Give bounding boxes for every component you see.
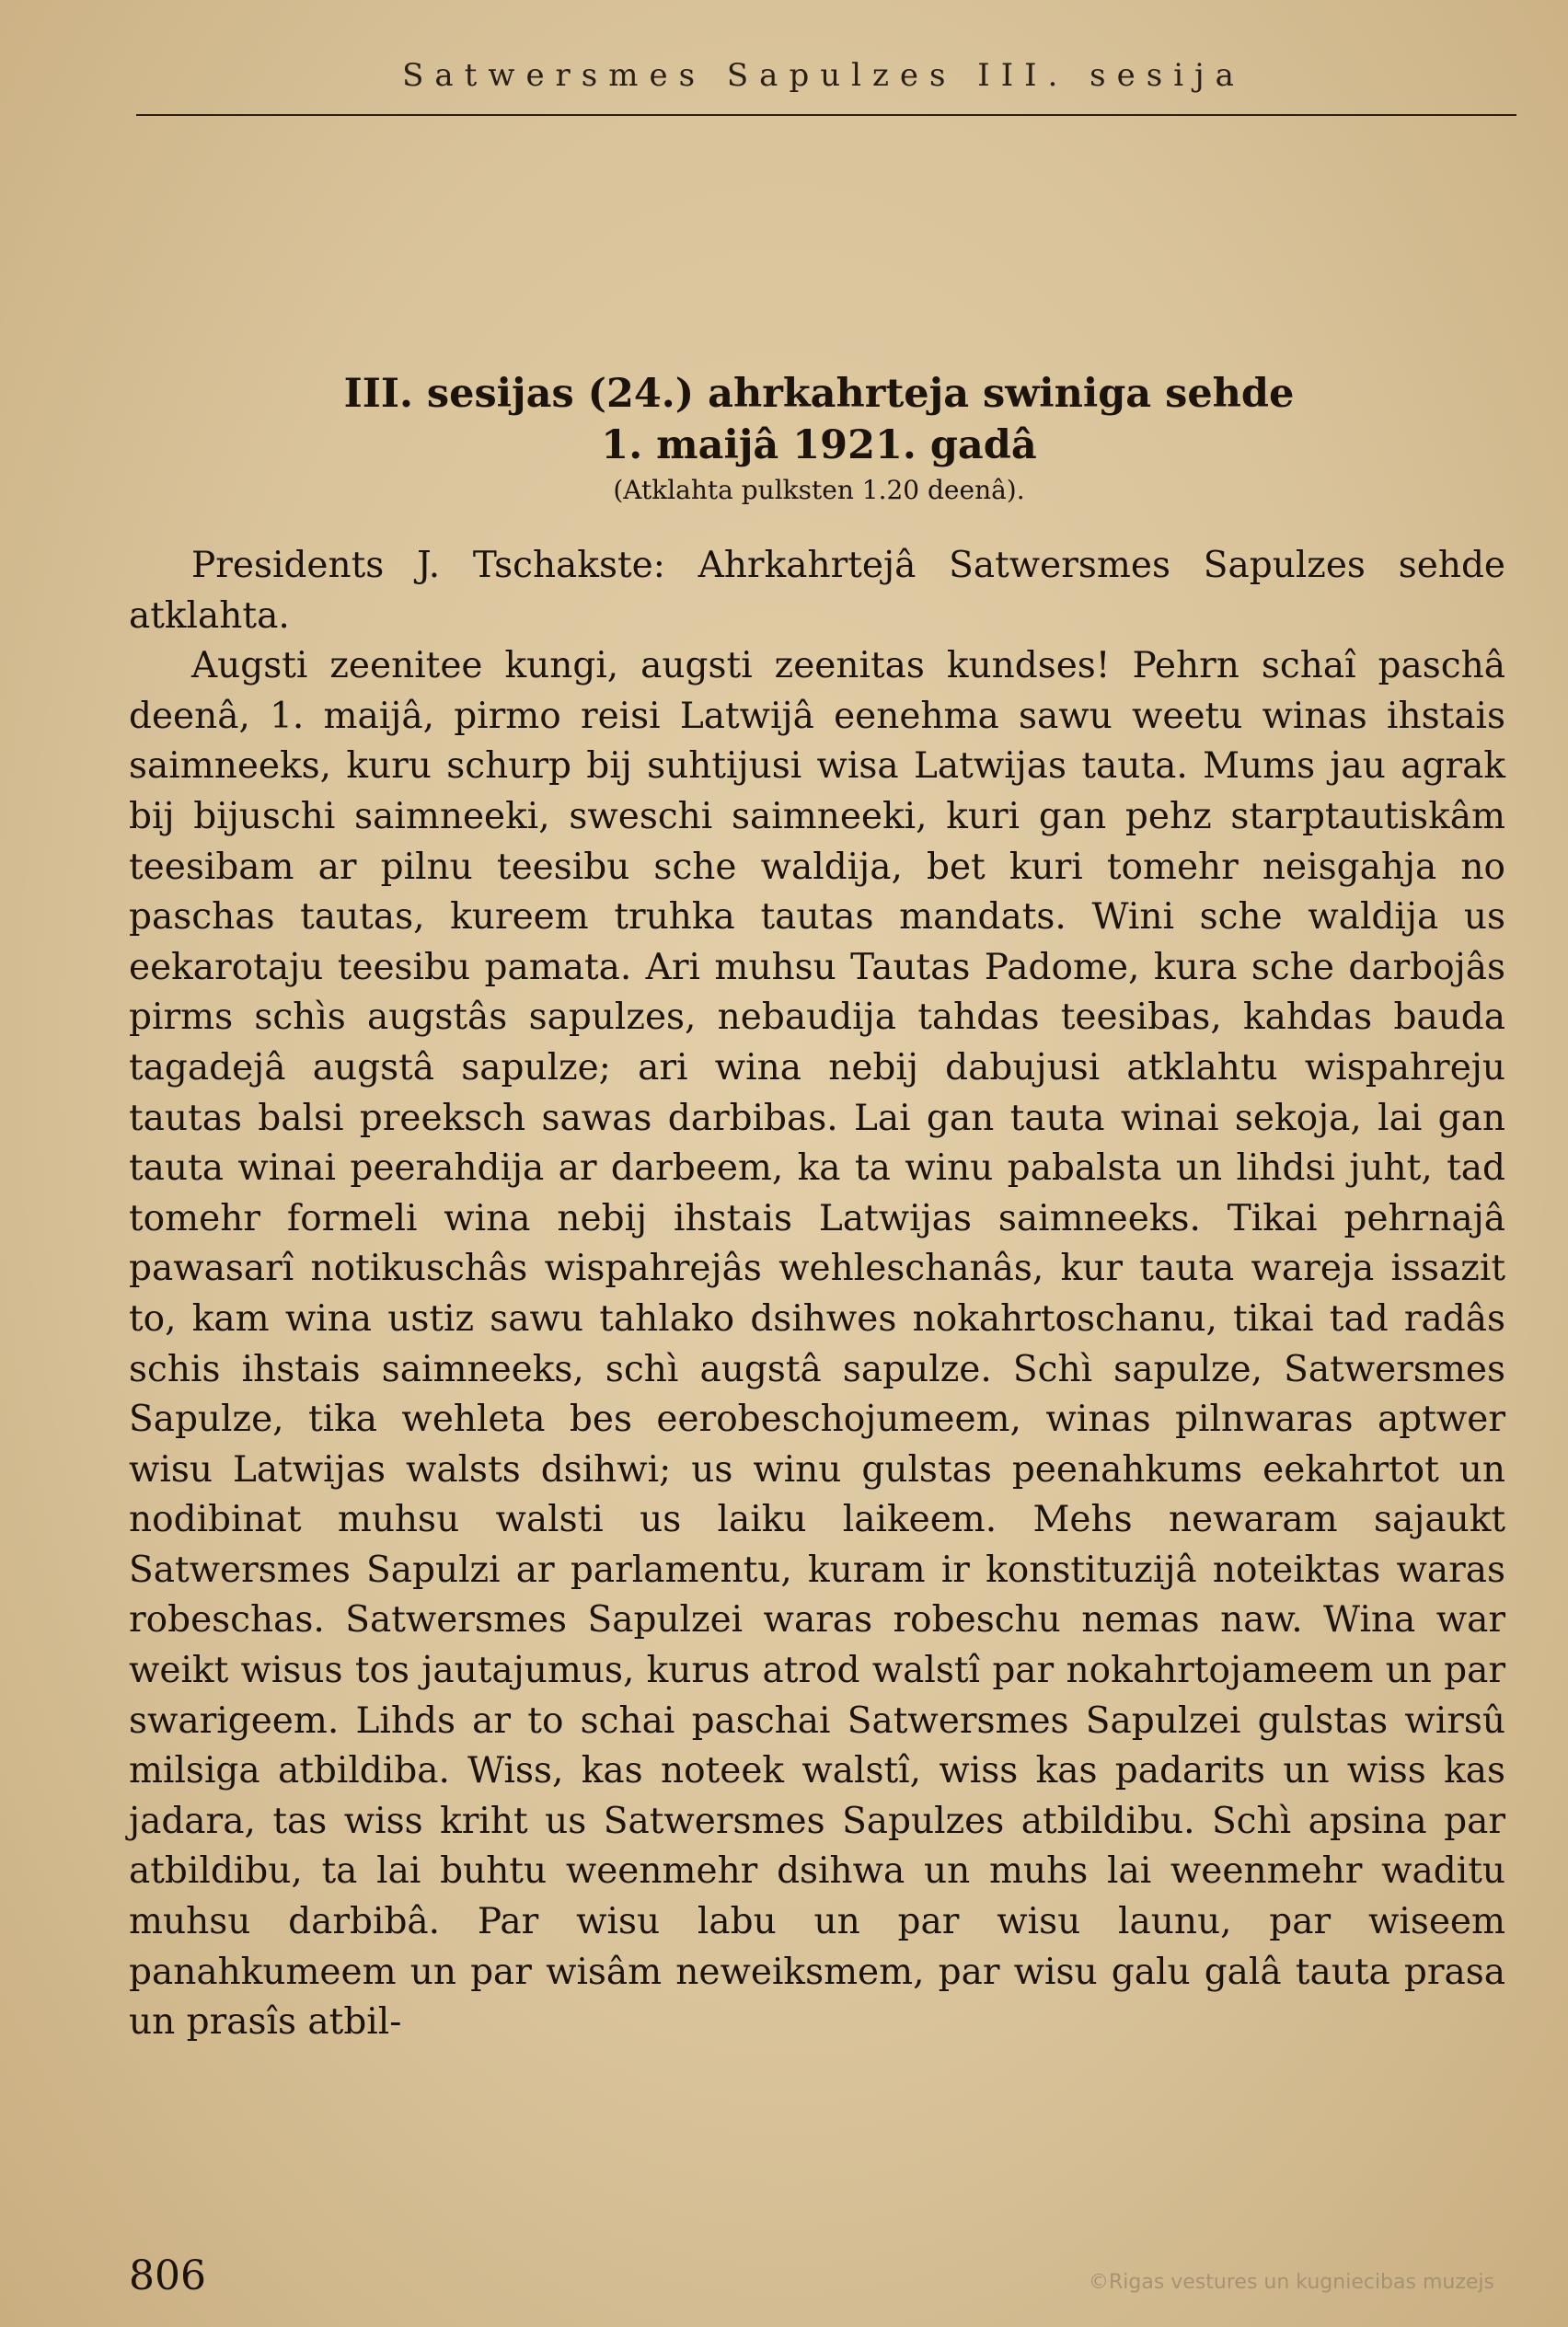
session-title: III. sesijas (24.) ahrkahrteja swiniga sehde	[343, 371, 1295, 417]
header-rule	[136, 114, 1516, 116]
page-number: 806	[129, 2252, 206, 2299]
museum-watermark: ©Rigas vestures un kugniecibas muzejs	[1088, 2271, 1494, 2294]
opening-time-note: (Atklahta pulksten 1.20 deenâ).	[613, 475, 1025, 505]
session-date: 1. maijâ 1921. gadâ	[601, 422, 1037, 468]
running-head: Satwersmes Sapulzes III. sesija	[402, 57, 1245, 94]
session-title-block	[129, 368, 1509, 510]
body-text	[129, 541, 1505, 2048]
paragraph-opening: Presidents J. Tschakste: Ahrkahrtejâ Satwersmes Sapulzes sehde atklahta.	[129, 545, 1505, 637]
paragraph-speech: Augsti zeenitee kungi, augsti zeenitas kundses! Pehrn schaî paschâ deenâ, 1. maijâ, pirmo reisi Latwijâ eenehma sawu weetu winas ihstais saimneeks, kuru schurp bij suhtijusi wisa Latwijas tauta. Mums jau agrak bij bijuschi saimneeki, sweschi saimneeki, kuri gan pehz starptautiskâm teesibam ar pilnu teesibu sche waldija, bet kuri tomehr neisgahja no paschas tautas, kureem truhka tautas mandats. Wini sche waldija us eekarotaju teesibu pamata. Ari muhsu Tautas Padome, kura sche darbojâs pirms schìs augstâs sapulzes, nebaudija tahdas teesibas, kahdas bauda tagadejâ augstâ sapulze; ari wina nebij dabujusi atklahtu wispahreju tautas balsi preeksch sawas darbibas. Lai gan tauta winai sekoja, lai gan tauta winai peerahdija ar darbeem, ka ta winu pabalsta un lihdsi juht, tad tomehr formeli wina nebij ihstais Latwijas saimneeks. Tikai pehrnajâ pawasarî notikuschâs wispahrejâs wehleschanâs, kur tauta wareja issazit to, kam wina ustiz sawu tahlako dsihwes nokahrtoschanu, tikai tad radâs schis ihstais saimneeks, schì augstâ sapulze. Schì sapulze, Satwersmes Sapulze, tika wehleta bes eerobeschojumeem, winas pilnwaras aptwer wisu Latwijas walsts dsihwi; us winu gulstas peenahkums eekahrtot un nodibinat muhsu walsti us laiku laikeem. Mehs newaram sajaukt Satwersmes Sapulzi ar parlamentu, kuram ir konstituzijâ noteiktas waras robeschas. Satwersmes Sapulzei waras robeschu nemas naw. Wina war weikt wisus tos jautajumus, kurus atrod walstî par nokahrtojameem un par swarigeem. Lihds ar to schai paschai Satwersmes Sapulzei gulstas wirsû milsiga atbildiba. Wiss, kas noteek walstî, wiss kas padarits un wiss kas jadara, tas wiss kriht us Satwersmes Sapulzes atbildibu. Schì apsina par atbildibu, ta lai buhtu weenmehr dsihwa un muhs lai weenmehr waditu muhsu darbibâ. Par wisu labu un par wisu launu, par wiseem panahkumeem un par wisâm neweiksmem, par wisu galu galâ tauta prasa un prasîs atbil-	[129, 645, 1505, 2044]
